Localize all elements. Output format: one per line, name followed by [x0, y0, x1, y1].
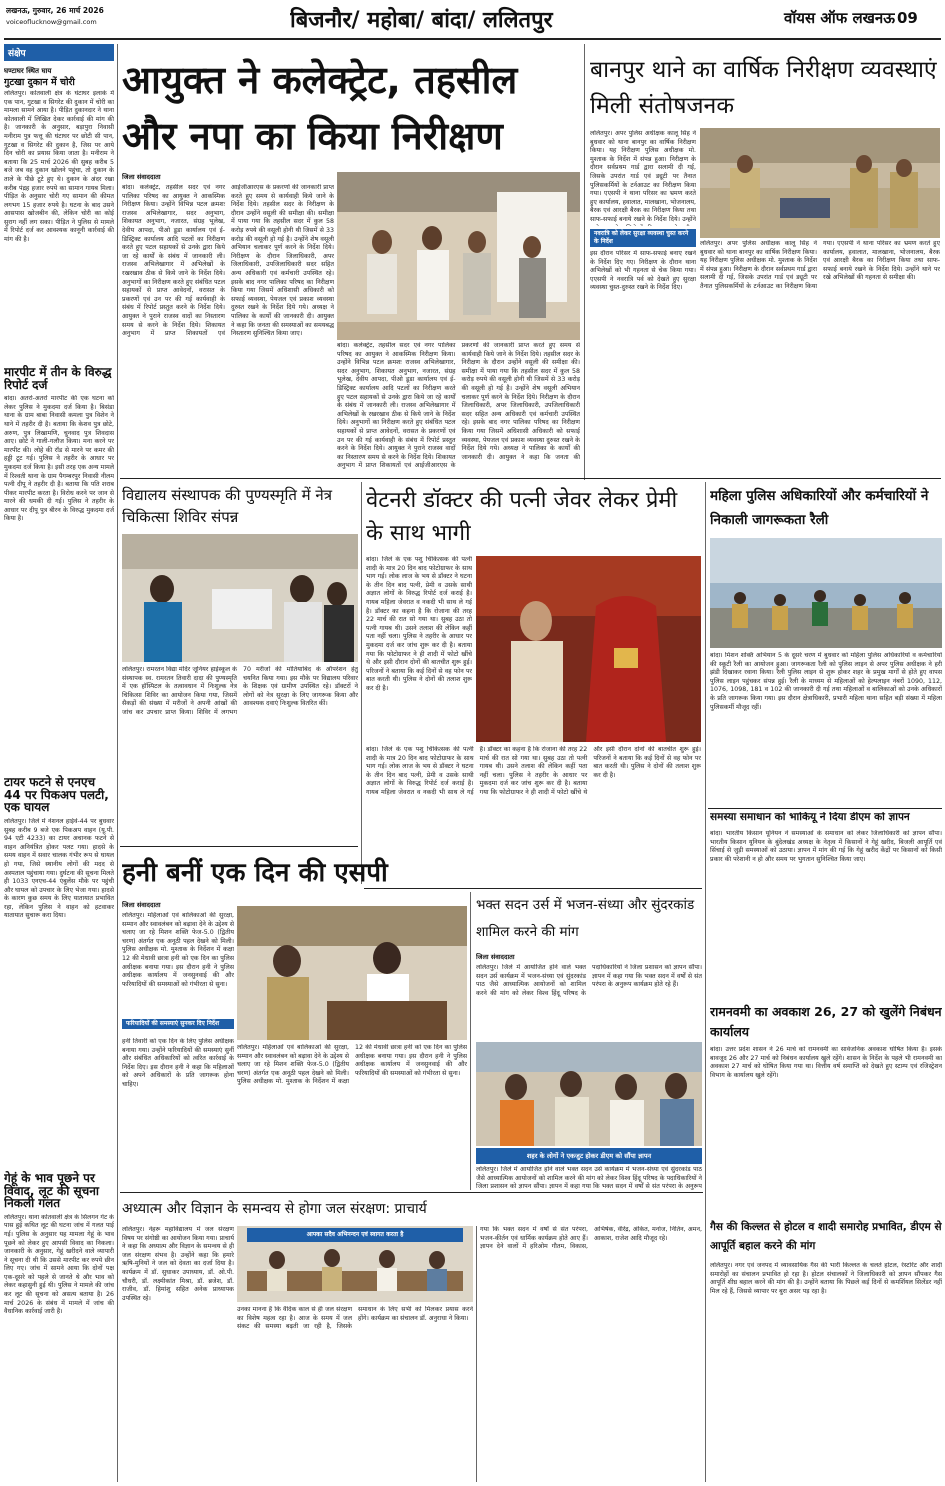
sidebar-body-4: ललितपुर। थाना कोतवाली क्षेत्र के सिलगन गेट के पास हुई कथित लूट की घटना जांच में गलत पाई गई। पुलिस के अनुसार यह मामला गेहूं के भाव पूछने को लेकर हुए आपसी विवाद का निकला। जानकारी के अनुसार, गेहूं खरीदने वाले व्यापारी ने सूचना दी थी कि उससे मारपीट कर रुपये छीन लिए गए। जांच में सामने आया कि दोनों पक्ष एक-दूसरे को पहले से जानते थे और भाव को लेकर कहासुनी हुई थी। पुलिस ने मामले की जांच कर लूट की सूचना को असत्य बताया है। 26 मार्च 2026 के संबंध में मामले में जांच की वैधानिक कार्रवाई जारी है। — [4, 1213, 114, 1316]
article9-headline: रामनवमी का अवकाश 26, 27 को खुलेंगे निबंधन कार्यालय — [710, 1004, 942, 1039]
article6-body-2: हनी तिवारी को एक दिन के लिए पुलिस अधीक्षक बनाया गया। उन्होंने फरियादियों की समस्याएं सुनीं और संबंधित अधिकारियों को त्वरित कार्रवाई के निर्देश दिए। इस दौरान हनी ने कहा कि महिलाओं को अपने अधिकारों के प्रति जागरूक होना चाहिए। — [122, 1038, 234, 1088]
article4-body-2: बांदा। जिले के एक पशु चिकित्सक की पत्नी शादी के मात्र 20 दिन बाद फोटोग्राफर के साथ भाग गई। लोक लाज के भय से डॉक्टर ने घटना के तीन दिन बाद पत्नी, प्रेमी व उसके साथी अज्ञात लोगों के विरुद्ध रिपोर्ट दर्ज कराई है। गायब महिला जेवरात व नकदी भी साथ ले गई है। डॉक्टर का कहना है कि रोजाना की तरह 22 मार्च की रात सो गया था। सुबह उठा तो पत्नी गायब थी। उसने तलाश की लेकिन कहीं पता नहीं चला। पुलिस ने तहरीर के आधार पर मुकदमा दर्ज कर जांच शुरू कर दी है। बताया गया कि फोटोग्राफर ने ही शादी में फोटो खींचे थे और इसी दौरान दोनों की बातचीत शुरू हुई। परिजनों ने बताया कि कई दिनों से वह फोन पर बात करती थी। पुलिस ने दोनों की तलाश शुरू कर दी है। — [366, 746, 701, 796]
article11-headline: अध्यात्म और विज्ञान के समन्वय से होगा जल संरक्षण: प्राचार्य — [122, 1201, 427, 1217]
article4-headline: वेटनरी डॉक्टर की पत्नी जेवर लेकर प्रेमी के साथ भागी — [366, 488, 678, 546]
article7-photo — [476, 1042, 702, 1146]
article6-box-title: फरियादियों की समस्याएं सुनकर दिए निर्देश — [122, 1019, 234, 1029]
article10-body: ललितपुर। नगर एवं जनपद में व्यावसायिक गैस की भारी किल्लत के चलते होटल, रेस्टोरेंट और शादी समारोहों का संचालन प्रभावित हो रहा है। होटल संचालकों ने जिलाधिकारी को ज्ञापन सौंपकर गैस आपूर्ति शीघ्र बहाल करने की मांग की है। उन्होंने बताया कि पिछले कई दिनों से कमर्शियल सिलेंडर नहीं मिल रहे हैं, जिससे व्यापार पर बुरा असर पड़ रहा है। — [710, 1262, 942, 1295]
sidebar-headline-4: गेहूं के भाव पूछने पर विवाद, लूट की सूचना निकली गलत — [4, 1170, 100, 1211]
article7-body: ललितपुर। जिले में आयोजित होने वाले भक्त सदन उर्स कार्यक्रम में भजन-संध्या एवं सुंदरकांड पाठ जैसे आध्यात्मिक आयोजनों को शामिल करने की मांग को लेकर विश्व हिंदू परिषद के पदाधिकारियों ने जिला प्रशासन को ज्ञापन सौंपा। ज्ञापन में कहा गया कि भक्त सदन में वर्षों से संत परंपरा के अनुरूप कार्यक्रम होते रहे हैं। — [476, 964, 702, 997]
column-divider — [470, 892, 471, 1190]
article11-body-2: उनका मानना है कि वैदिक काल से ही जल संरक्षण का विशेष महत्व रहा है। आज के समय में जल संकट की समस्या बढ़ती जा रही है, जिसके समाधान के लिए सभी को मिलकर प्रयास करने होंगे। कार्यक्रम का संचालन डॉ. अनुराधा ने किया। — [237, 1306, 473, 1331]
article2-body: ललितपुर। अपर पुलिस अधीक्षक कालू सिंह ने बुधवार को थाना बानपुर का वार्षिक निरीक्षण किया। यह निरीक्षण पुलिस अधीक्षक मो. मुश्ताक के निर्देश में संपन्न हुआ। निरीक्षण के दौरान सर्वप्रथम गार्ड द्वारा सलामी दी गई, जिसके उपरांत गार्ड एवं ड्यूटी पर तैनात पुलिसकर्मियों के टर्नआउट का निरीक्षण किया गया। एएसपी ने थाना परिसर का भ्रमण करते हुए कार्यालय, हवालात, मालखाना, भोजनालय, बैरक एवं आरक्षी बैरक का निरीक्षण किया तथा साफ-सफाई बनाये रखने के निर्देश दिये। उन्होंने — [590, 130, 696, 223]
article11-banner: आपका सदैव अभिनन्दन एवं स्वागत करता है — [306, 1231, 404, 1238]
article7-body-2: ललितपुर। जिले में आयोजित होने वाले भक्त सदन उर्स कार्यक्रम में भजन-संध्या एवं सुंदरकांड पाठ जैसे आध्यात्मिक आयोजनों को शामिल करने की मांग को लेकर विश्व हिंदू परिषद के पदाधिकारियों ने जिला प्रशासन को ज्ञापन सौंपा। ज्ञापन में कहा गया कि भक्त सदन में वर्षों से संत परंपरा के अनुरूप — [476, 1166, 702, 1190]
article7-headline: भक्त सदन उर्स में भजन-संध्या और सुंदरकांड शामिल करने की मांग — [476, 897, 695, 940]
article2-body-3: ललितपुर। अपर पुलिस अधीक्षक कालू सिंह ने बुधवार को थाना बानपुर का वार्षिक निरीक्षण किया। यह निरीक्षण पुलिस अधीक्षक मो. मुश्ताक के निर्देश में संपन्न हुआ। निरीक्षण के दौरान सर्वप्रथम गार्ड द्वारा सलामी दी गई, जिसके उपरांत गार्ड एवं ड्यूटी पर तैनात पुलिसकर्मियों के टर्नआउट का निरीक्षण किया गया। एएसपी ने थाना परिसर का भ्रमण करते हुए कार्यालय, हवालात, मालखाना, भोजनालय, बैरक एवं आरक्षी बैरक का निरीक्षण किया तथा साफ-सफाई बनाये रखने के निर्देश दिये। उन्होंने थाने पर रखे अभिलेखों की गहनता से समीक्षा की। — [700, 240, 940, 290]
article2-box-title: नवरात्रि को लेकर सुरक्षा व्यवस्था चुस्त करने के निर्देश — [590, 229, 696, 247]
article2-box — [590, 228, 696, 248]
column-divider — [117, 44, 118, 1482]
article1-byline: जिला संवाददाता — [122, 173, 161, 181]
column-divider — [361, 482, 362, 884]
article2-photo — [700, 128, 940, 238]
sidebar — [4, 44, 114, 1482]
sidebar-headline-1: गुटखा दुकान में चोरी — [4, 77, 75, 88]
column-divider — [705, 482, 706, 1482]
section-rule — [708, 808, 942, 809]
masthead-rule — [4, 38, 941, 40]
article6-photo — [237, 906, 467, 1040]
section-rule — [120, 846, 358, 847]
article3-headline: विद्यालय संस्थापक की पुण्यस्मृति में नेत्र चिकित्सा शिविर संपन्न — [122, 486, 333, 526]
sidebar-label: संक्षेप — [4, 44, 114, 61]
article3-photo — [122, 534, 358, 662]
article11-body-3: गया कि भक्त सदन में वर्षों से संत परंपरा, भजन-कीर्तन एवं धार्मिक कार्यक्रम होते आए हैं। ज्ञापन देने वालों में हरिओम गौतम, विकास, अभिषेक, वीरेंद्र, अंकित, मनोज, नितिन, अमन, आकाश, राजेश आदि मौजूद रहे। — [480, 1226, 702, 1251]
article5-photo — [710, 538, 942, 648]
article5-body: बांदा। मिशन शक्ति अभियान 5 के दूसरे चरण में बुधवार को महिला पुलिस अधिकारियों व कर्मचारियों की स्कूटी रैली का आयोजन हुआ। जागरूकता रैली को पुलिस लाइन से अपर पुलिस अधीक्षक ने हरी झंडी दिखाकर रवाना किया। रैली पुलिस लाइन से शुरू होकर शहर के प्रमुख मार्गों से होते हुए वापस पुलिस लाइन पहुंचकर संपन्न हुई। रैली के माध्यम से महिलाओं को हेल्पलाइन नंबरों 1090, 112, 1076, 1098, 181 व 102 की जानकारी दी गई तथा महिलाओं व बालिकाओं को उनके अधिकारों के प्रति जागरूक किया गया। इस दौरान क्षेत्राधिकारी, प्रभारी महिला थाना सहित बड़ी संख्या में महिला पुलिसकर्मी मौजूद रहीं। — [710, 652, 942, 711]
article4-photo — [476, 556, 701, 742]
article6-headline: हनी बनीं एक दिन की एसपी — [122, 858, 388, 888]
section-rule — [120, 478, 941, 479]
article2-body-2: इस दौरान परिसर में साफ-सफाई बनाए रखने के निर्देश दिए गए। निरीक्षण के दौरान थाना अभिलेखों को भी गहनता से चेक किया गया। एएसपी ने नवरात्रि पर्व को देखते हुए सुरक्षा व्यवस्था चुस्त-दुरुस्त रखने के निर्देश दिए। — [590, 250, 696, 292]
article6-byline: जिला संवाददाता — [122, 901, 161, 909]
sidebar-body-3: ललितपुर। जिले में नेशनल हाईवे-44 पर बुधवार सुबह करीब 9 बजे एक पिकअप वाहन (यू.पी. 94 एटी 4233) का टायर अचानक फटने से वाहन अनियंत्रित होकर पलट गया। हादसे के समय वाहन में सवार चालक गंभीर रूप से घायल हो गया, जिसे स्थानीय लोगों की मदद से अस्पताल पहुंचाया गया। दुर्घटना की सूचना मिलते ही 1033 एनएच-44 एंबुलेंस मौके पर पहुंची और घायल को उपचार के लिए भेजा गया। हादसे के कारण कुछ समय के लिए यातायात प्रभावित रहा, लेकिन पुलिस ने वाहन को हटवाकर यातायात सुचारू करा दिया। — [4, 817, 114, 920]
article3-body: ललितपुर। रामरतन विद्या मंदिर जूनियर हाईस्कूल के संस्थापक स्व. रामरतन तिवारी दादा की पुण्यस्मृति में एक हॉस्पिटल के तत्वावधान में निःशुल्क नेत्र चिकित्सा शिविर का आयोजन किया गया, जिसमें सैकड़ों की संख्या में मरीजों ने अपनी आंखों की जांच कर उपचार प्राप्त किया। शिविर में लगभग 70 मरीजों की मोतियाबिंद के ऑपरेशन हेतु चयनित किया गया। इस मौके पर विद्यालय परिवार के शिक्षक एवं ग्रामीण उपस्थित रहे। डॉक्टरों ने लोगों को नेत्र सुरक्षा के लिए जागरूक किया और आवश्यक दवाएं निःशुल्क वितरित कीं। — [122, 666, 358, 716]
article7-caption-text: शहर के लोगों ने एकजुट होकर डीएम को सौंपा ज्ञापन — [526, 1152, 652, 1160]
email: voiceoflucknow@gmail.com — [6, 18, 97, 26]
article5-headline: महिला पुलिस अधिकारियों और कर्मचारियों ने निकाली जागरूकता रैली — [710, 488, 929, 528]
article9-body: बांदा। उत्तर प्रदेश शासन ने 26 मार्च को रामनवमी का सार्वजनिक अवकाश घोषित किया है। इसके बावजूद 26 और 27 मार्च को निबंधन कार्यालय खुले रहेंगे। शासन के निर्देश के पहले भी रामनवमी का अवकाश 27 मार्च को घोषित किया गया था। वित्तीय वर्ष समाप्ति को देखते हुए स्टाम्प एवं रजिस्ट्रेशन विभाग के कार्यालय खुले रहेंगे। — [710, 1046, 942, 1079]
article1-body: बांदा। कलेक्ट्रेट, तहसील सदर एवं नगर पालिका परिषद का आयुक्त ने आकस्मिक निरीक्षण किया। उन्होंने विभिन्न पटल क्रमशः राजस्व अभिलेखागार, सदर अनुभाग, शिकायत अनुभाग, नजारत, संग्रह भूलेख, देवीय आपदा, पीओ डूडा कार्यालय एवं ई-डिस्ट्रिक्ट कार्यालय आदि पटलों का निरीक्षण करते हुए पटल सहायकों से उनके द्वारा किये जा रहे कार्यों के संबंध में जानकारी ली। राजस्व अभिलेखागार में अभिलेखों के रखरखाव ठीक से किये जाने के निर्देश दिये। अनुभागों का निरीक्षण करते हुए संबंधित पटल सहायकों से प्राप्त आवेदनों, वरासत के प्रकरणों एवं उन पर की गई कार्यवाही के संबंध में रिपोर्ट प्रस्तुत करने के निर्देश दिये। आयुक्त ने पुराने राजस्व वादों का निस्तारण समय से करने के निर्देश दिये। शिकायत अनुभाग में प्राप्त शिकायतों एवं आईजीआरएस के प्रकरणों की जानकारी प्राप्त करते हुए समय से कार्यवाही किये जाने के निर्देश दिये। तहसील सदर के निरीक्षण के दौरान उन्होंने वसूली की समीक्षा की। समीक्षा में पाया गया कि तहसील सदर में कुल 58 करोड़ रुपये की वसूली होनी थी जिसमें से 33 करोड़ की वसूली हो गई है। उन्होंने शेष वसूली अभियान चलाकर पूर्ण करने के निर्देश दिये। निरीक्षण के दौरान जिलाधिकारी, अपर जिलाधिकारी, उपजिलाधिकारी सदर सहित अन्य अधिकारी एवं कर्मचारी उपस्थित रहे। इसके बाद नगर पालिका परिषद का निरीक्षण किया गया जिसमें अधिशासी अधिकारी को सफाई व्यवस्था, पेयजल एवं प्रकाश व्यवस्था दुरुस्त रखने के निर्देश दिये गये। अध्यक्ष ने पालिका के कार्यों की जानकारी दी। आयुक्त ने कहा कि जनता की समस्याओं का समयबद्ध निस्तारण सुनिश्चित किया जाए। — [122, 184, 334, 338]
sidebar-body-1: ललितपुर। कोतवाली क्षेत्र के घंटाघर इलाके में एक पान, गुटखा व सिगरेट की दुकान में चोरी का मामला सामने आया है। पीड़ित दुकानदार ने थाना कोतवाली में लिखित देकर कार्रवाई की मांग की है। जानकारी के अनुसार, बड़ापुरा निवासी मनीराम पुत्र फत्तू की घंटाघर पर छोटी सी पान, गुटखा व सिगरेट की दुकान है, जिस पर आये दिन चोरी का प्रयास किया जाता है। मनीराम ने बताया कि 25 मार्च 2026 की सुबह करीब 5 बजे जब वह दुकान खोलने पहुंचा, तो दुकान के ताले के पीछे टूटे हुए थे। दुकान के अंदर रखा करीब पंद्रह हजार रुपये का सामान गायब मिला। पीड़ित के अनुसार चोरी गए सामान की कीमत लगभग 15 हजार रुपये है। घटना के बाद उसने आसपास खोजबीन की, लेकिन चोरी का कोई सुराग नहीं लग सका। पीड़ित ने पुलिस से मामले में रिपोर्ट दर्ज कर आवश्यक कानूनी कार्रवाई की मांग की है। — [4, 89, 114, 244]
article6-body-3: ललितपुर। महिलाओं एवं बालिकाओं की सुरक्षा, सम्मान और स्वावलंबन को बढ़ावा देने के उद्देश्य से चलाए जा रहे मिशन शक्ति फेज-5.0 (द्वितीय चरण) अंतर्गत एक अनूठी पहल देखने को मिली। पुलिस अधीक्षक मो. मुश्ताक के निर्देशन में कक्षा 12 की मेधावी छात्रा हनी को एक दिन का पुलिस अधीक्षक बनाया गया। इस दौरान हनी ने पुलिस अधीक्षक कार्यालय में जनसुनवाई की और फरियादियों की समस्याओं को गंभीरता से सुना। — [237, 1044, 467, 1086]
article2-headline: बानपुर थाने का वार्षिक निरीक्षण व्यवस्थाएं मिली संतोषजनक — [590, 57, 937, 119]
column-divider — [584, 44, 585, 480]
article6-box — [122, 1010, 234, 1036]
article7-byline: जिला संवाददाता — [476, 953, 515, 961]
article1-headline: आयुक्त ने कलेक्ट्रेट, तहसील और नपा का किया निरीक्षण — [122, 58, 518, 158]
article4-body: बांदा। जिले के एक पशु चिकित्सक की पत्नी शादी के मात्र 20 दिन बाद फोटोग्राफर के साथ भाग गई। लोक लाज के भय से डॉक्टर ने घटना के तीन दिन बाद पत्नी, प्रेमी व उसके साथी अज्ञात लोगों के विरुद्ध रिपोर्ट दर्ज कराई है। गायब महिला जेवरात व नकदी भी साथ ले गई है। डॉक्टर का कहना है कि रोजाना की तरह 22 मार्च की रात सो गया था। सुबह उठा तो पत्नी गायब थी। उसने तलाश की लेकिन कहीं पता नहीं चला। पुलिस ने तहरीर के आधार पर मुकदमा दर्ज कर जांच शुरू कर दी है। बताया गया कि फोटोग्राफर ने ही शादी में फोटो खींचे थे और इसी दौरान दोनों की बातचीत शुरू हुई। परिजनों ने बताया कि कई दिनों से वह फोन पर बात करती थी। पुलिस ने दोनों की तलाश शुरू कर दी है। — [366, 556, 472, 692]
sidebar-kicker-1: घण्टाघर स्थित घाय — [4, 67, 52, 75]
article6-body: ललितपुर। महिलाओं एवं बालिकाओं की सुरक्षा, सम्मान और स्वावलंबन को बढ़ावा देने के उद्देश्य से चलाए जा रहे मिशन शक्ति फेज-5.0 (द्वितीय चरण) अंतर्गत एक अनूठी पहल देखने को मिली। पुलिस अधीक्षक मो. मुश्ताक के निर्देशन में कक्षा 12 की मेधावी छात्रा हनी को एक दिन का पुलिस अधीक्षक बनाया गया। इस दौरान हनी ने पुलिस अधीक्षक कार्यालय में जनसुनवाई की और फरियादियों की समस्याओं को गंभीरता से सुना। — [122, 912, 234, 988]
paper-name: वॉयस ऑफ लखनऊ — [784, 9, 895, 27]
sidebar-headline-3: टायर फटने से एनएच 44 पर पिकअप पलटी, एक घायल — [4, 775, 109, 815]
section-rule — [120, 1192, 703, 1193]
column-divider — [476, 1226, 477, 1482]
article1-body-cont: बांदा। कलेक्ट्रेट, तहसील सदर एवं नगर पालिका परिषद का आयुक्त ने आकस्मिक निरीक्षण किया। उन्होंने विभिन्न पटल क्रमशः राजस्व अभिलेखागार, सदर अनुभाग, शिकायत अनुभाग, नजारत, संग्रह भूलेख, देवीय आपदा, पीओ डूडा कार्यालय एवं ई-डिस्ट्रिक्ट कार्यालय आदि पटलों का निरीक्षण करते हुए पटल सहायकों से उनके द्वारा किये जा रहे कार्यों के संबंध में जानकारी ली। राजस्व अभिलेखागार में अभिलेखों के रखरखाव ठीक से किये जाने के निर्देश दिये। अनुभागों का निरीक्षण करते हुए संबंधित पटल सहायकों से प्राप्त आवेदनों, वरासत के प्रकरणों एवं उन पर की गई कार्यवाही के संबंध में रिपोर्ट प्रस्तुत करने के निर्देश दिये। आयुक्त ने पुराने राजस्व वादों का निस्तारण समय से करने के निर्देश दिये। शिकायत अनुभाग में प्राप्त शिकायतों एवं आईजीआरएस के प्रकरणों की जानकारी प्राप्त करते हुए समय से कार्यवाही किये जाने के निर्देश दिये। तहसील सदर के निरीक्षण के दौरान उन्होंने वसूली की समीक्षा की। समीक्षा में पाया गया कि तहसील सदर में कुल 58 करोड़ रुपये की वसूली होनी थी जिसमें से 33 करोड़ की वसूली हो गई है। उन्होंने शेष वसूली अभियान चलाकर पूर्ण करने के निर्देश दिये। निरीक्षण के दौरान जिलाधिकारी, अपर जिलाधिकारी, उपजिलाधिकारी सदर सहित अन्य अधिकारी एवं कर्मचारी उपस्थित रहे। इसके बाद नगर पालिका परिषद का निरीक्षण किया गया जिसमें अधिशासी अधिकारी को सफाई व्यवस्था, पेयजल एवं प्रकाश व्यवस्था दुरुस्त रखने के निर्देश दिये गये। अध्यक्ष ने पालिका के कार्यों की जानकारी दी। आयुक्त ने कहा कि जनता की — [337, 342, 580, 470]
section-title: बिजनौर/ महोबा/ बांदा/ ललितपुर — [290, 8, 553, 33]
article8-body: बांदा। भारतीय किसान यूनियन ने समस्याओं के समाधान को लेकर जिलाधिकारी को ज्ञापन सौंपा। भारतीय किसान यूनियन के बुंदेलखंड अध्यक्ष के नेतृत्व में किसानों ने गेहूं खरीद, बिजली आपूर्ति एवं सिंचाई से जुड़ी समस्याओं को उठाया। ज्ञापन में मांग की गई कि गेहूं खरीद केंद्रों पर किसानों को किसी प्रकार की परेशानी न हो और समय पर भुगतान सुनिश्चित किया जाए। — [710, 830, 942, 863]
article8-headline: समस्या समाधान को भाकियू ने दिया डीएम को ज्ञापन — [710, 812, 910, 823]
article1-photo — [337, 172, 580, 340]
sidebar-headline-2: मारपीट में तीन के विरुद्ध रिपोर्ट दर्ज — [4, 364, 112, 392]
article11-body: ललितपुर। नेहरू महाविद्यालय में जल संरक्षण विषय पर संगोष्ठी का आयोजन किया गया। प्राचार्य ने कहा कि अध्यात्म और विज्ञान के समन्वय से ही जल संरक्षण संभव है। उन्होंने कहा कि हमारे ऋषि-मुनियों ने जल को देवता का दर्जा दिया है। कार्यक्रम में डॉ. सुधाकर उपाध्याय, डॉ. ओ.पी. चौधरी, डॉ. लक्ष्मीकांत मिश्रा, डॉ. ब्रजेश, डॉ. राजीव, डॉ. हिमांशु सहित अनेक प्राध्यापक उपस्थित रहे। — [122, 1226, 234, 1302]
dateline: लखनऊ, गुरुवार, 26 मार्च 2026 — [6, 6, 104, 15]
article7-caption — [476, 1148, 702, 1164]
page-number: 09 — [897, 9, 918, 27]
article10-headline: गैस की किल्लत से होटल व शादी समारोह प्रभावित, डीएम से आपूर्ति बहाल करने की मांग — [710, 1221, 942, 1252]
sidebar-body-2: बांदा। अतर्रा-अतर्रा मारपीट की एक घटना को लेकर पुलिस ने मुकदमा दर्ज किया है। बिसंडा थाना के ग्राम बाबा निवासी कमला पुत्र विशेन ने थाने में तहरीर दी है। बताया कि केशव पुत्र छोटे, अरुण, पुत्र लिखामणि, चुनवाद पुत्र शिवदास आए। छोटे ने गाली-गलौज किया। मना करने पर मारपीट की। लोहे की रॉड से मारने पर कमर की हड्डी टूट गई। पुलिस ने तहरीर के आधार पर मुकदमा दर्ज किया है। इसी तरह एक अन्य मामले में रिश्वती थाना के ग्राम पैगम्बरपुर निवासी नीलम पत्नी दीपू ने तहरीर दी है। बताया कि पति शराब पीकर मारपीट करता है। विरोध करने पर जान से मारने की धमकी दी गई। पुलिस ने तहरीर के आधार पर दीपू पुत्र बीरन के विरुद्ध मुकदमा दर्ज किया है। — [4, 395, 114, 523]
